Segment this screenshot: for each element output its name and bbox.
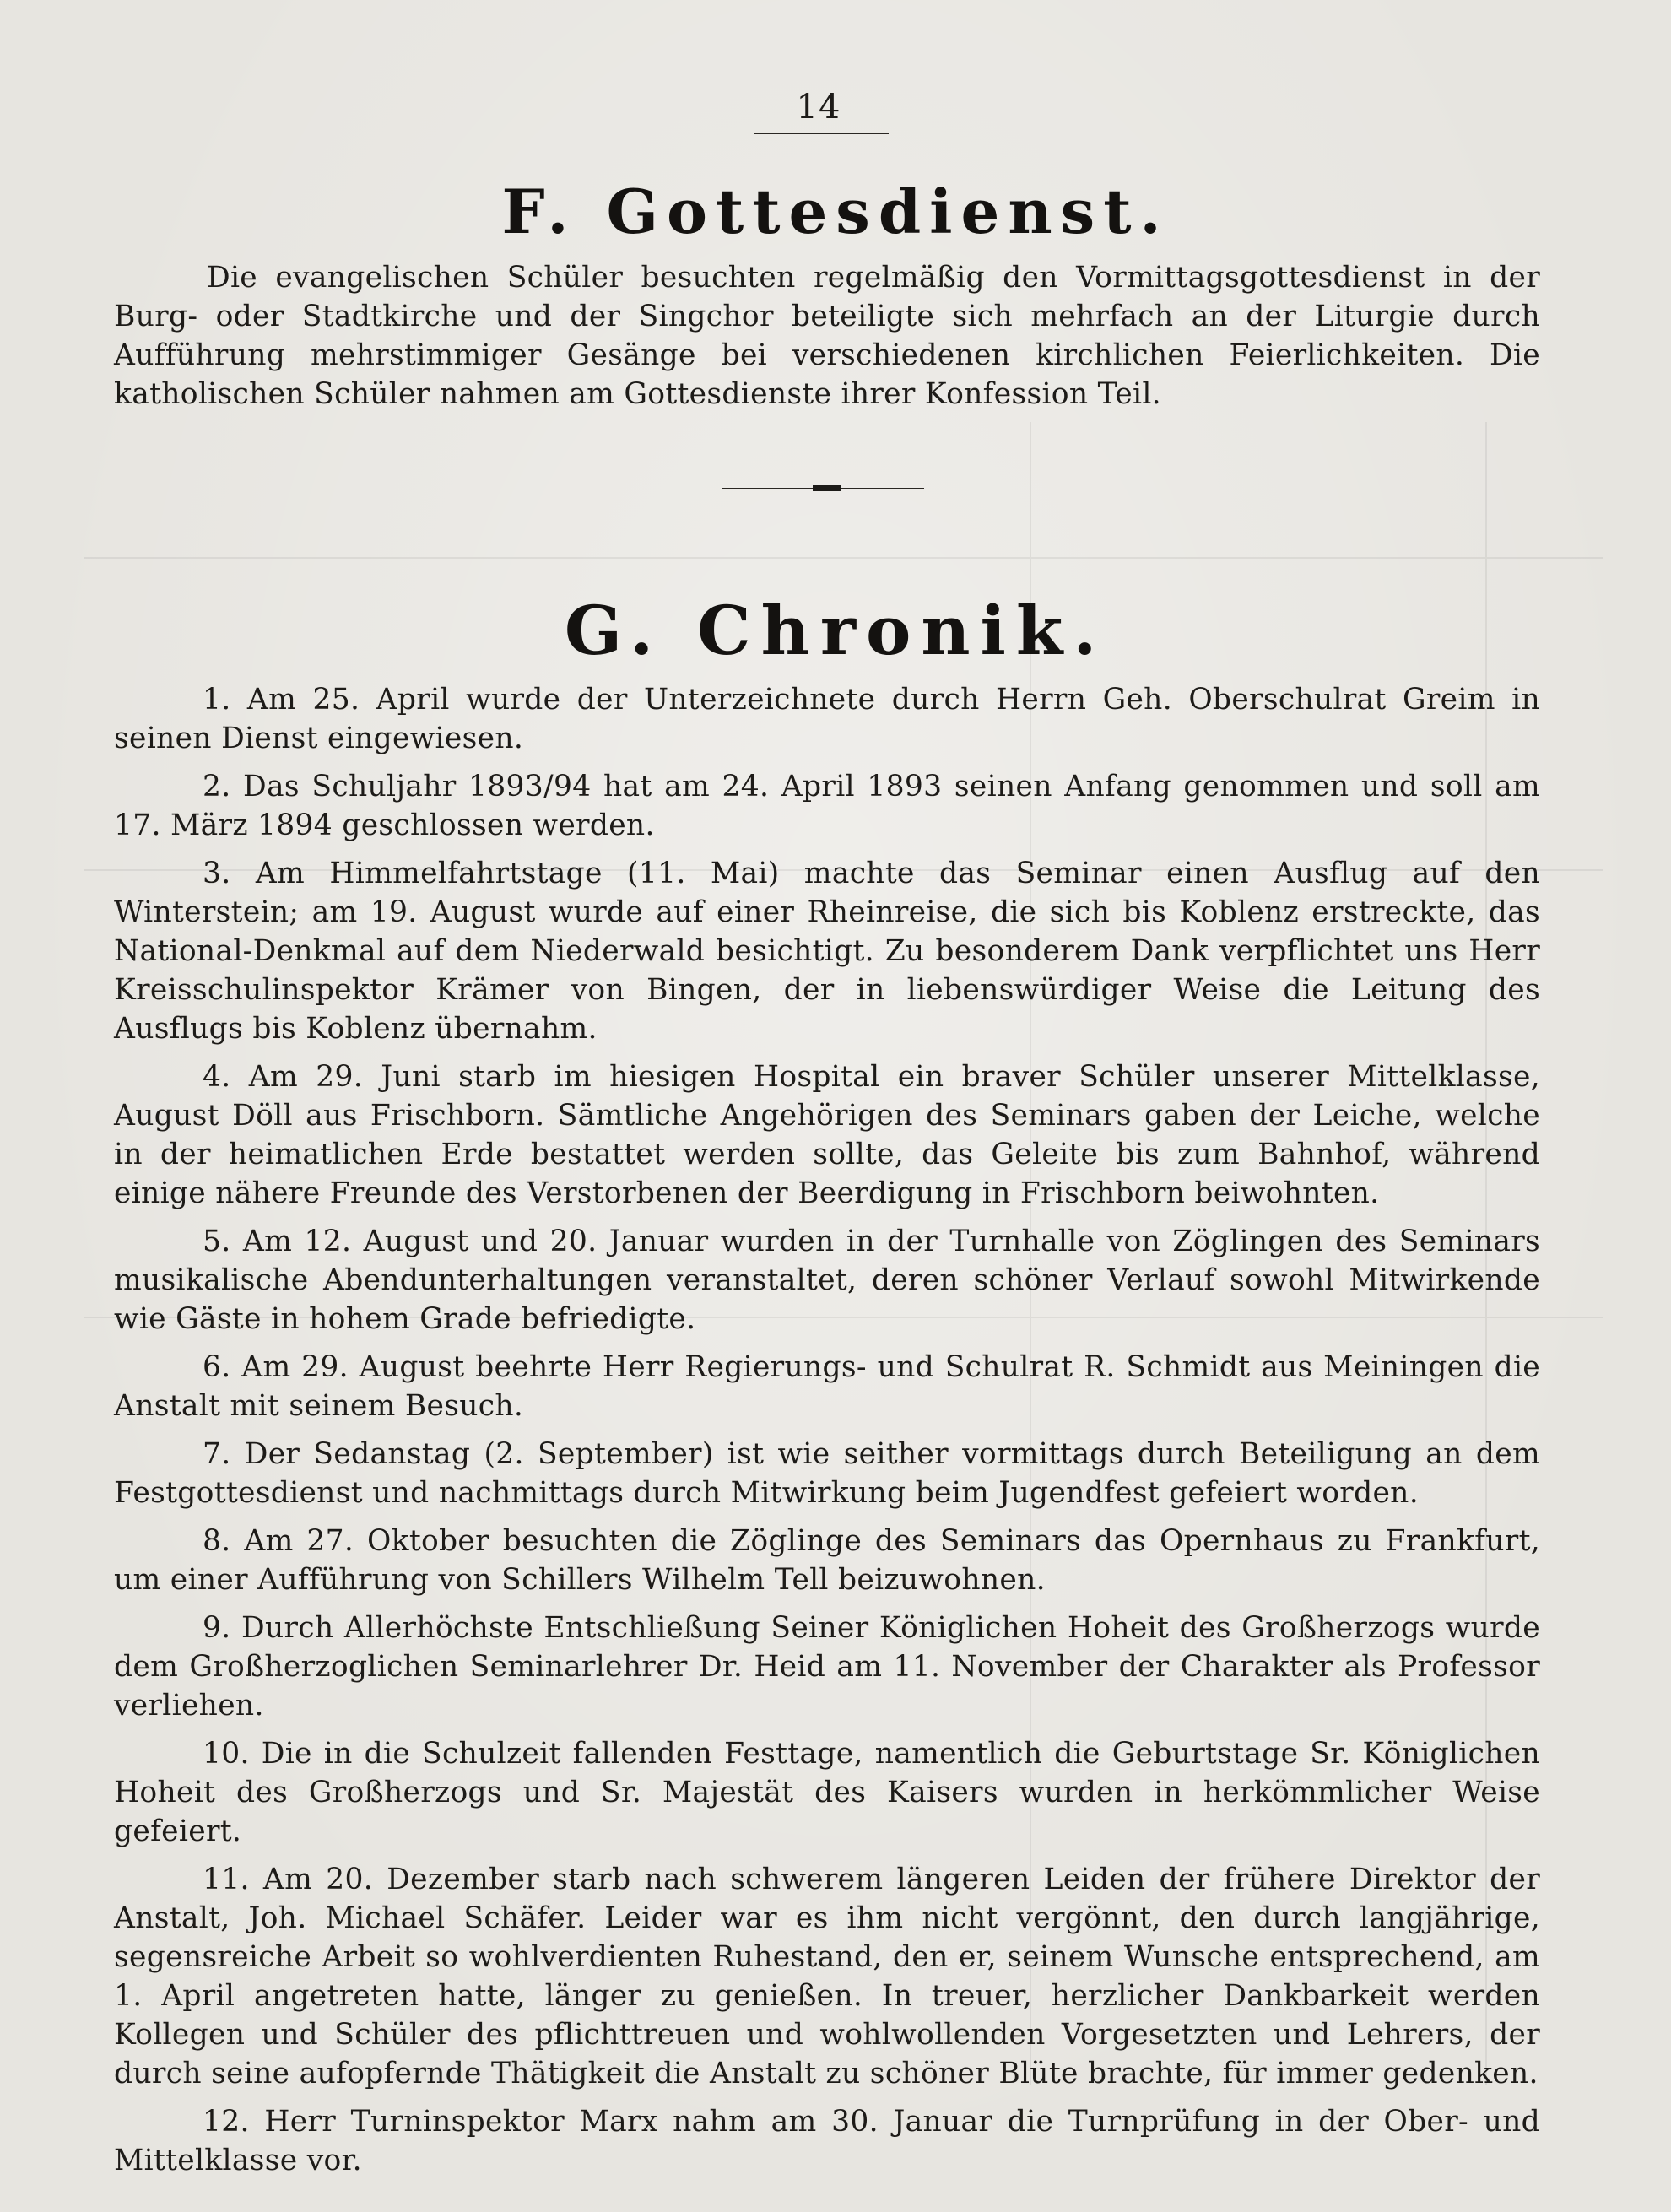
section-heading-gottesdienst: F. Gottesdienst. xyxy=(501,176,1170,247)
chronik-list xyxy=(114,680,1540,2189)
chronik-item: 9. Durch Allerhöchste Entschließung Seiner Königlichen Hoheit des Großherzogs wurde dem Großherzoglichen Seminarlehrer Dr. Heid am 11. November der Charakter als Professor verliehen. xyxy=(114,1611,1540,1723)
chronik-item: 6. Am 29. August beehrte Herr Regierungs- und Schulrat R. Schmidt aus Meiningen die Anstalt mit seinem Besuch. xyxy=(114,1350,1540,1423)
page-number: 14 xyxy=(796,88,841,127)
chronik-item: 8. Am 27. Oktober besuchten die Zöglinge des Seminars das Opernhaus zu Frankfurt, um einer Aufführung von Schillers Wilhelm Tell beizuwohnen. xyxy=(114,1524,1540,1597)
chronik-item: 3. Am Himmelfahrtstage (11. Mai) machte das Seminar einen Ausflug auf den Winterstein; am 19. August wurde auf einer Rheinreise, die sich bis Koblenz erstreckte, das National-Denkmal auf dem Niederwald besichtigt. Zu besonderem Dank verpflichtet uns Herr Kreisschulinspektor Krämer von Bingen, der in liebenswürdiger Weise die Leitung des Ausflugs bis Koblenz übernahm. xyxy=(114,857,1540,1046)
gottesdienst-paragraph: Die evangelischen Schüler besuchten regelmäßig den Vormittagsgottesdienst in der Burg- oder Stadtkirche und der Singchor beteiligte sich mehrfach an der Liturgie durch Aufführung mehrstimmiger Gesänge bei verschiedenen kirchlichen Feierlichkeiten. Die katholischen Schüler nahmen am Gottesdienste ihrer Konfession Teil. xyxy=(114,261,1540,411)
chronik-item: 7. Der Sedanstag (2. September) ist wie seither vormittags durch Beteiligung an dem Festgottesdienst und nachmittags durch Mitwirkung beim Jugendfest gefeiert worden. xyxy=(114,1437,1540,1510)
chronik-item: 12. Herr Turninspektor Marx nahm am 30. Januar die Turnprüfung in der Ober- und Mittelklasse vor. xyxy=(114,2105,1540,2177)
chronik-item: 11. Am 20. Dezember starb nach schwerem längeren Leiden der frühere Direktor der Anstalt, Joh. Michael Schäfer. Leider war es ihm nicht vergönnt, den durch langjährige, segensreiche Arbeit so wohlverdienten Ruhestand, den er, seinem Wunsche entsprechend, am 1. April angetreten hatte, länger zu genießen. In treuer, herzlicher Dankbarkeit werden Kollegen und Schüler des pflichttreuen und wohlwollenden Vorgesetzten und Lehrers, der durch seine aufopfernde Thätigkeit die Anstalt zu schöner Blüte brachte, für immer gedenken. xyxy=(114,1863,1540,2090)
chronik-item: 2. Das Schuljahr 1893/94 hat am 24. April 1893 seinen Anfang genommen und soll am 17. März 1894 geschlossen werden. xyxy=(114,770,1540,842)
chronik-item: 4. Am 29. Juni starb im hiesigen Hospital ein braver Schüler unserer Mittelklasse, August Döll aus Frischborn. Sämtliche Angehörigen des Seminars gaben der Leiche, welche in der heimatlichen Erde bestattet werden sollte, das Geleite bis zum Bahnhof, während einige nähere Freunde des Verstorbenen der Beerdigung in Frischborn beiwohnten. xyxy=(114,1060,1540,1210)
bleed-rule xyxy=(84,557,1603,559)
page-number-rule xyxy=(754,133,889,134)
section-separator-mark xyxy=(813,485,841,491)
section-heading-chronik: G. Chronik. xyxy=(564,591,1107,670)
chronik-item: 5. Am 12. August und 20. Januar wurden in der Turnhalle von Zöglingen des Seminars musikalische Abendunterhaltungen veranstaltet, deren schöner Verlauf sowohl Mitwirkende wie Gäste in hohem Grade befriedigte. xyxy=(114,1225,1540,1336)
chronik-item: 10. Die in die Schulzeit fallenden Festtage, namentlich die Geburtstage Sr. Königlichen Hoheit des Großherzogs und Sr. Majestät des Kaisers wurden in herkömmlicher Weise gefeiert. xyxy=(114,1737,1540,1848)
chronik-item: 1. Am 25. April wurde der Unterzeichnete durch Herrn Geh. Oberschulrat Greim in seinen Dienst eingewiesen. xyxy=(114,683,1540,755)
